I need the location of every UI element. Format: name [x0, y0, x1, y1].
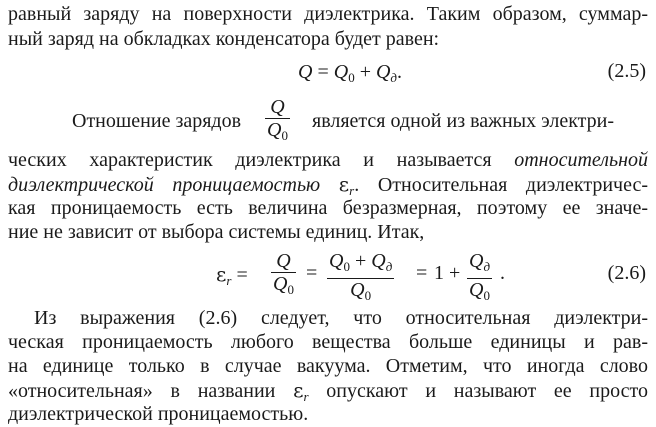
math-op: =: [236, 264, 248, 286]
text-line: [34, 306, 648, 330]
text-span: диэлектрической проницаемостью.: [8, 403, 309, 425]
emphasized-text: диэлектрической проницаемостью: [8, 174, 321, 196]
text-line-with-fraction: [72, 96, 648, 146]
fraction-numerator: Q: [265, 96, 290, 119]
math-var: ε: [293, 378, 304, 402]
math-sub: r: [349, 183, 355, 198]
math-op: +: [359, 61, 371, 83]
fraction-denominator: Q: [267, 119, 282, 141]
equation-2-5: [0, 60, 656, 88]
text-line: [8, 196, 648, 220]
text-span: ческих характеристик диэлектрика и называется: [8, 149, 492, 171]
text-span: ние не зависит от выбора системы единиц. Итак,: [8, 221, 425, 243]
math-punct: .: [397, 61, 402, 83]
text-line: [8, 354, 648, 378]
math-sub: r: [303, 389, 309, 404]
text-line: [8, 27, 439, 51]
math-var: Q: [329, 250, 344, 272]
math-var: Q: [298, 61, 313, 83]
math-op: =: [306, 262, 318, 284]
equation-number: (2.6): [607, 262, 646, 284]
math-var: ε: [338, 172, 350, 196]
fraction-1: [271, 250, 296, 301]
math-op: =: [317, 61, 329, 83]
fraction-numerator: Q: [271, 250, 296, 273]
text-span: опускают и называют ее просто: [326, 380, 648, 402]
text-line: [8, 148, 648, 172]
text-span: Отношение зарядов: [72, 110, 242, 132]
math-var: Q: [469, 250, 484, 272]
math-sub: r: [226, 273, 232, 288]
equation-number: (2.5): [607, 60, 646, 82]
math-var: Q: [371, 250, 386, 272]
emphasized-text: относительной: [514, 149, 649, 171]
math-sub: 0: [281, 128, 288, 143]
math-sub: 0: [483, 288, 490, 303]
math-punct: .: [500, 262, 505, 284]
math-sub: д: [390, 70, 397, 85]
math-sub: 0: [343, 259, 350, 274]
fraction-3: [467, 250, 492, 307]
fraction-2: [327, 250, 394, 307]
fraction-denominator: Q: [273, 273, 288, 295]
text-span: Из выражения (2.6) следует, что относительная диэлектри-: [34, 307, 648, 329]
text-span: кая проницаемость есть величина безразмерная, поэтому ее значе-: [8, 197, 648, 219]
text-line: [8, 220, 424, 244]
math-op: +: [354, 250, 367, 272]
math-term: [216, 262, 248, 289]
text-span: ный заряд на обкладках конденсатора будет равен:: [8, 28, 440, 50]
math-var: Q: [333, 61, 349, 83]
text-span: ческая проницаемость любого вещества больше единицы и рав-: [8, 331, 648, 353]
fraction-denominator: Q: [469, 279, 484, 301]
math-sub: 0: [287, 282, 294, 297]
math-op: =: [416, 262, 428, 284]
equation-body: [298, 60, 402, 90]
fraction-denominator: Q: [350, 279, 365, 301]
text-span: на единице только в случае вакуума. Отметим, что иногда слово: [8, 355, 648, 377]
math-sub: д: [385, 259, 393, 274]
inline-fraction: [265, 96, 290, 147]
text-line: [8, 330, 648, 354]
math-sub: 0: [364, 288, 372, 303]
text-span: является одной из важных электри-: [312, 110, 615, 132]
text-span: «относительная» в названии: [8, 380, 276, 402]
math-var: Q: [375, 61, 391, 83]
text-span: . Относительная диэлектричес-: [354, 174, 648, 196]
text-span: равный заряду на поверхности диэлектрика. Таким образом, суммар-: [8, 3, 648, 25]
math-sub: 0: [348, 70, 355, 85]
text-line: [8, 402, 308, 426]
text-line: [8, 2, 648, 26]
math-var: ε: [216, 262, 227, 286]
math-sub: д: [483, 259, 491, 274]
equation-2-6: [0, 248, 656, 302]
math-term: 1 +: [434, 262, 461, 284]
